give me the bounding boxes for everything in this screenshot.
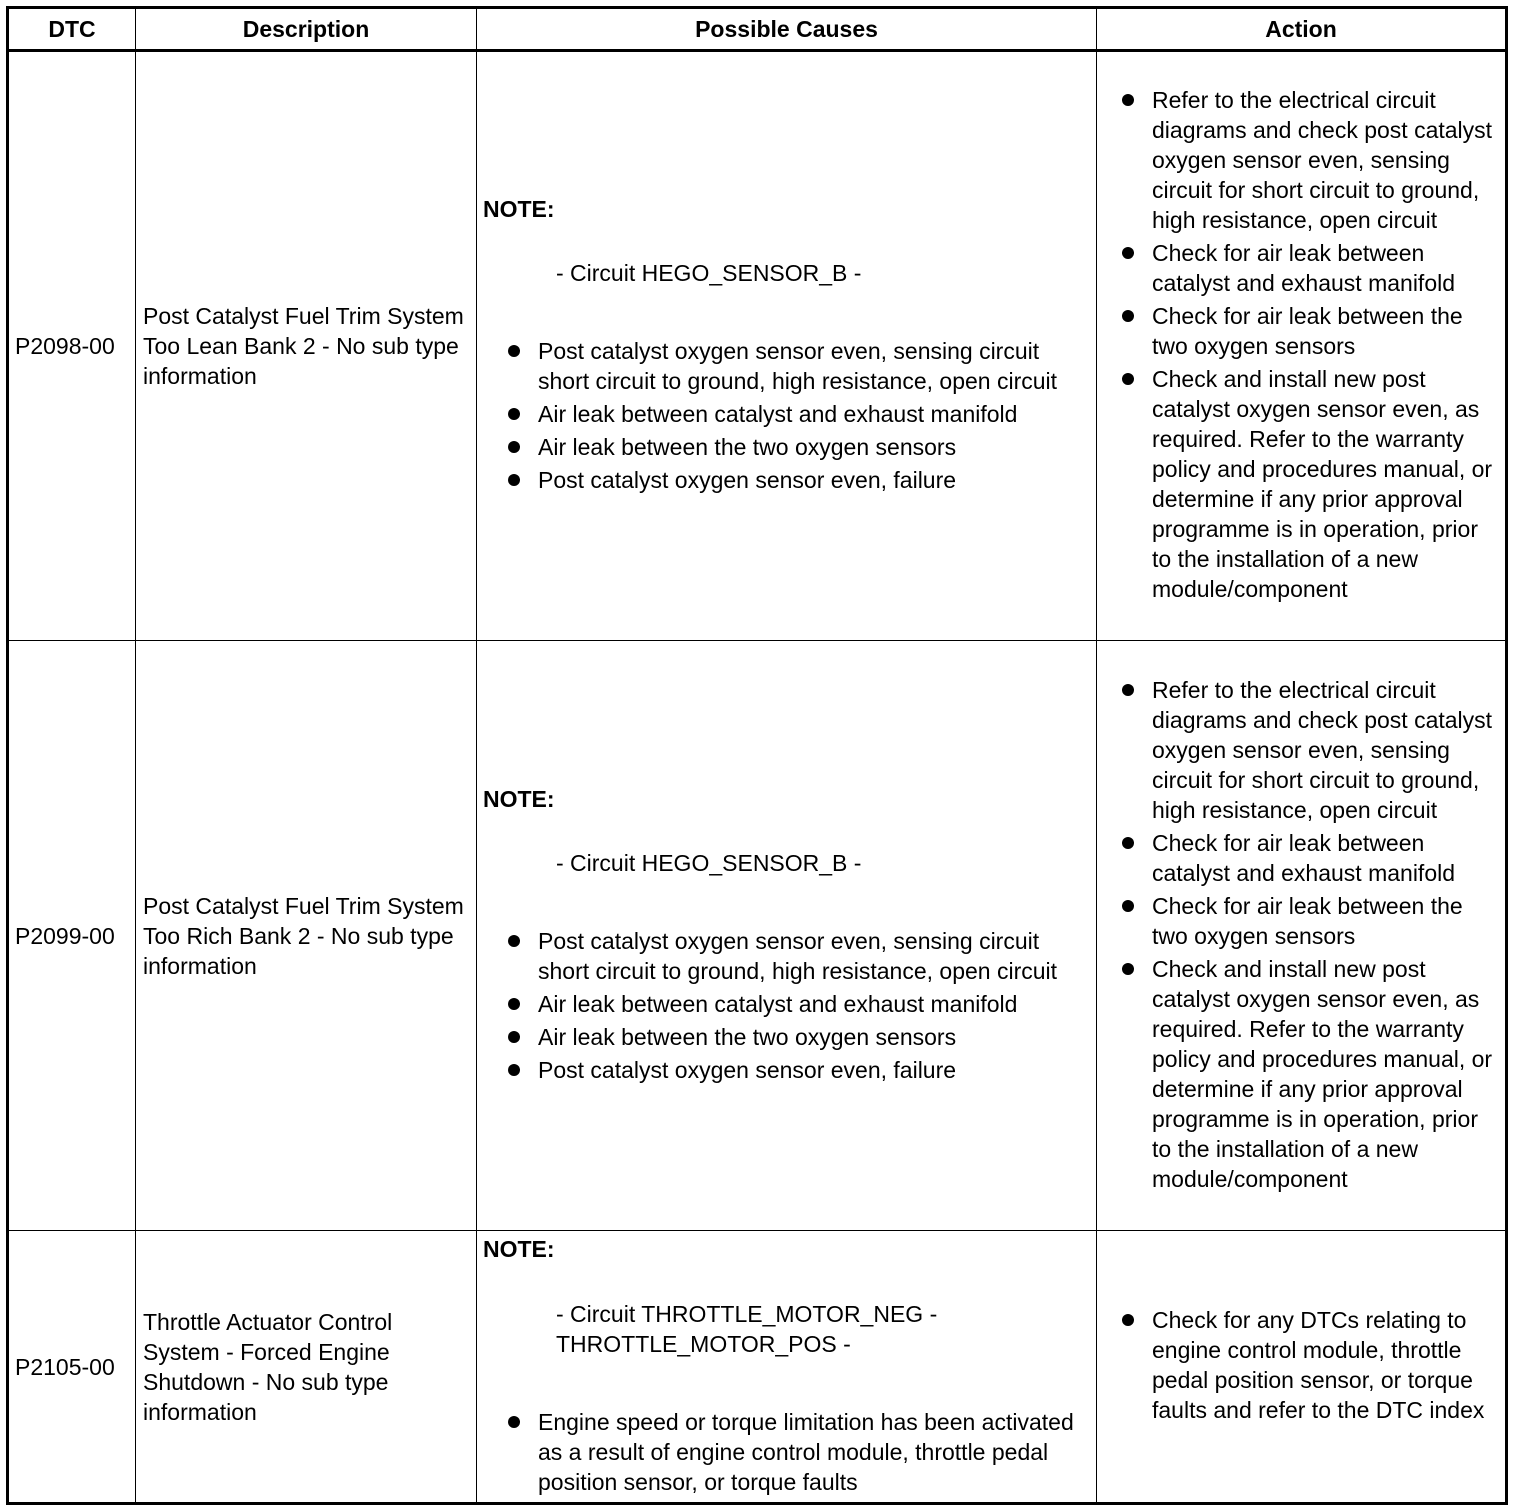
dtc-code: P2099-00	[8, 641, 136, 1231]
list-item: Check for air leak between catalyst and exhaust manifold	[1119, 828, 1499, 888]
list-item: Engine speed or torque limitation has been activated as a result of engine control module, throttle pedal position sensor, or torque faults	[505, 1407, 1090, 1497]
dtc-code: P2105-00	[8, 1231, 136, 1504]
list-item: Air leak between catalyst and exhaust manifold	[505, 989, 1090, 1019]
actions-list	[1103, 85, 1499, 604]
header-possible-causes: Possible Causes	[477, 8, 1097, 51]
list-item: Check and install new post catalyst oxygen sensor even, as required. Refer to the warranty policy and procedures manual, or determine if any prior approval programme is in operation, prior to the installation of a new module/component	[1119, 364, 1499, 604]
note-label: NOTE:	[483, 785, 555, 812]
list-item: Post catalyst oxygen sensor even, sensing circuit short circuit to ground, high resistance, open circuit	[505, 926, 1090, 986]
list-item: Refer to the electrical circuit diagrams and check post catalyst oxygen sensor even, sensing circuit for short circuit to ground, high resistance, open circuit	[1119, 675, 1499, 825]
note-label: NOTE:	[483, 1235, 555, 1262]
list-item: Check and install new post catalyst oxygen sensor even, as required. Refer to the warranty policy and procedures manual, or determine if any prior approval programme is in operation, prior to the installation of a new module/component	[1119, 954, 1499, 1194]
header-dtc: DTC	[8, 8, 136, 51]
note-label: NOTE:	[483, 196, 555, 222]
table-row	[8, 1231, 1507, 1504]
list-item: Post catalyst oxygen sensor even, failure	[505, 465, 1090, 495]
list-item: Check for any DTCs relating to engine control module, throttle pedal position sensor, or torque faults and refer to the DTC index	[1119, 1305, 1499, 1425]
header-description: Description	[136, 8, 477, 51]
action-cell	[1097, 51, 1507, 641]
list-item: Post catalyst oxygen sensor even, sensing circuit short circuit to ground, high resistance, open circuit	[505, 336, 1090, 396]
possible-causes-cell	[477, 51, 1097, 641]
list-item: Post catalyst oxygen sensor even, failure	[505, 1055, 1090, 1085]
header-action: Action	[1097, 8, 1507, 51]
causes-list	[483, 336, 1090, 495]
list-item: Air leak between the two oxygen sensors	[505, 432, 1090, 462]
list-item: Check for air leak between catalyst and exhaust manifold	[1119, 238, 1499, 298]
dtc-table	[6, 6, 1508, 1505]
list-item: Check for air leak between the two oxygen sensors	[1119, 301, 1499, 361]
circuit-note: - Circuit THROTTLE_MOTOR_NEG - THROTTLE_MOTOR_POS -	[556, 1300, 938, 1357]
possible-causes-cell	[477, 1231, 1097, 1504]
list-item: Check for air leak between the two oxygen sensors	[1119, 891, 1499, 951]
causes-list	[483, 1407, 1090, 1497]
circuit-note: - Circuit HEGO_SENSOR_B -	[556, 260, 862, 286]
action-cell	[1097, 1231, 1507, 1504]
list-item: Air leak between catalyst and exhaust manifold	[505, 399, 1090, 429]
circuit-note: - Circuit HEGO_SENSOR_B -	[556, 849, 862, 876]
possible-causes-cell	[477, 641, 1097, 1231]
table-header-row	[8, 8, 1507, 51]
list-item: Refer to the electrical circuit diagrams and check post catalyst oxygen sensor even, sensing circuit for short circuit to ground, high resistance, open circuit	[1119, 85, 1499, 235]
dtc-description: Post Catalyst Fuel Trim System Too Rich Bank 2 - No sub type information	[136, 641, 477, 1231]
list-item: Air leak between the two oxygen sensors	[505, 1022, 1090, 1052]
dtc-code: P2098-00	[8, 51, 136, 641]
actions-list	[1103, 675, 1499, 1194]
dtc-description: Post Catalyst Fuel Trim System Too Lean Bank 2 - No sub type information	[136, 51, 477, 641]
action-cell	[1097, 641, 1507, 1231]
causes-list	[483, 926, 1090, 1085]
actions-list	[1103, 1305, 1499, 1425]
dtc-description: Throttle Actuator Control System - Forced Engine Shutdown - No sub type information	[136, 1231, 477, 1504]
table-row	[8, 51, 1507, 641]
table-row	[8, 641, 1507, 1231]
